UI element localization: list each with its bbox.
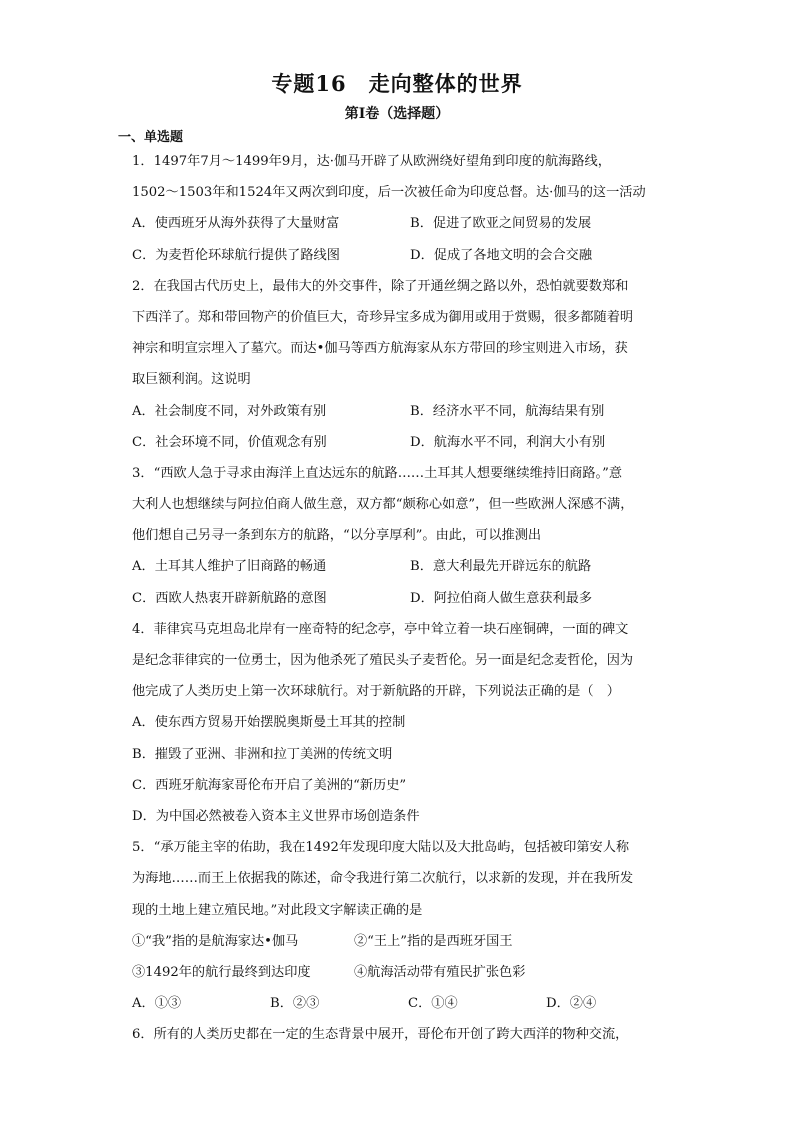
question-1-options-row bbox=[132, 208, 672, 239]
option-c[interactable]: C．西欧人热衷开辟新航路的意图 bbox=[132, 590, 327, 606]
question-2-stem-line: 2．在我国古代历史上，最伟大的外交事件，除了开通丝绸之路以外，恐怕就要数郑和 bbox=[132, 278, 629, 294]
question-3-options-row bbox=[132, 583, 672, 614]
question-4-stem-line: 4．菲律宾马克坦岛北岸有一座奇特的纪念亭，亭中耸立着一块石座铜碑，一面的碑文 bbox=[132, 621, 629, 637]
question-1-stem-line: 1．1497年7月～1499年9月，达·伽马开辟了从欧洲绕好望角到印度的航海路线， bbox=[132, 154, 611, 169]
question-3 bbox=[132, 458, 672, 614]
question-5-stem-line: 为海地……而王上依据我的陈述，命令我进行第二次航行，以求新的发现，并在我所发 bbox=[132, 871, 634, 887]
question-6 bbox=[132, 1019, 672, 1050]
question-list bbox=[132, 146, 672, 1050]
question-1-stem-line: 1502～1503年和1524年又两次到印度，后一次被任命为印度总督。达·伽马的这一活动 bbox=[132, 185, 646, 201]
question-5-statements-row bbox=[132, 957, 672, 988]
question-5-statements-row bbox=[132, 926, 672, 957]
option-c[interactable]: C．为麦哲伦环球航行提供了路线图 bbox=[132, 247, 340, 263]
option-c[interactable]: C．西班牙航海家哥伦布开启了美洲的“新历史” bbox=[132, 777, 407, 793]
option-a[interactable]: A．使西班牙从海外获得了大量财富 bbox=[132, 216, 340, 232]
question-3-stem-line: 大利人也想继续与阿拉伯商人做生意，双方都“颇称心如意”，但一些欧洲人深感不满， bbox=[132, 497, 634, 513]
question-2-stem-line: 神宗和明宣宗埋入了墓穴。而达•伽马等西方航海家从东方带回的珍宝则进入市场，获 bbox=[132, 341, 628, 357]
question-4 bbox=[132, 614, 672, 832]
statement-2: ②“王上”指的是西班牙国王 bbox=[354, 933, 513, 949]
option-a[interactable]: A．土耳其人维护了旧商路的畅通 bbox=[132, 559, 327, 575]
section-heading: 一、单选题 bbox=[118, 130, 184, 145]
option-b[interactable]: B．促进了欧亚之间贸易的发展 bbox=[410, 216, 592, 232]
question-5-stem-line: 现的土地上建立殖民地。”对此段文字解读正确的是 bbox=[132, 902, 423, 918]
statement-1: ①“我”指的是航海家达•伽马 bbox=[132, 933, 299, 949]
option-b[interactable]: B．摧毁了亚洲、非洲和拉丁美洲的传统文明 bbox=[132, 746, 393, 762]
question-5-options-row bbox=[132, 988, 672, 1019]
question-4-stem-line: 他完成了人类历史上第一次环球航行。对于新航路的开辟，下列说法正确的是（ ） bbox=[132, 684, 620, 700]
question-1-options-row bbox=[132, 240, 672, 271]
page-title: 专题16 走向整体的世界 bbox=[271, 71, 523, 96]
option-a[interactable]: A．社会制度不同，对外政策有别 bbox=[132, 403, 327, 419]
question-2-stem-line: 取巨额利润。这说明 bbox=[132, 372, 251, 388]
statement-3: ③1492年的航行最终到达印度 bbox=[132, 964, 311, 980]
question-3-stem-line: 3．“西欧人急于寻求由海洋上直达远东的航路……土耳其人想要继续维持旧商路。”意 bbox=[132, 465, 623, 481]
question-5 bbox=[132, 832, 672, 1019]
question-3-options-row bbox=[132, 551, 672, 582]
question-1 bbox=[132, 146, 672, 271]
question-2-options-row bbox=[132, 427, 672, 458]
question-2-stem-line: 下西洋了。郑和带回物产的价值巨大，奇珍异宝多成为御用或用于赏赐，很多都随着明 bbox=[132, 309, 634, 325]
option-b[interactable]: B．意大利最先开辟远东的航路 bbox=[410, 559, 592, 575]
question-4-stem-line: 是纪念菲律宾的一位勇士，因为他杀死了殖民头子麦哲伦。另一面是纪念麦哲伦，因为 bbox=[132, 653, 634, 668]
option-c[interactable]: C．社会环境不同，价值观念有别 bbox=[132, 434, 327, 450]
question-6-stem-line: 6．所有的人类历史都在一定的生态背景中展开，哥伦布开创了跨大西洋的物种交流， bbox=[132, 1027, 629, 1043]
option-d[interactable]: D．阿拉伯商人做生意获利最多 bbox=[410, 590, 593, 606]
option-d[interactable]: D．②④ bbox=[546, 996, 597, 1012]
option-c[interactable]: C．①④ bbox=[408, 996, 458, 1012]
option-b[interactable]: B．经济水平不同，航海结果有别 bbox=[410, 403, 605, 419]
option-d[interactable]: D．促成了各地文明的会合交融 bbox=[410, 247, 593, 263]
question-2 bbox=[132, 271, 672, 458]
question-3-stem-line: 他们想自己另寻一条到东方的航路，“以分享厚利”。由此，可以推测出 bbox=[132, 528, 542, 544]
option-d[interactable]: D．为中国必然被卷入资本主义世界市场创造条件 bbox=[132, 808, 420, 824]
option-d[interactable]: D．航海水平不同，利润大小有别 bbox=[410, 434, 606, 450]
option-b[interactable]: B．②③ bbox=[270, 996, 320, 1012]
statement-4: ④航海活动带有殖民扩张色彩 bbox=[354, 964, 526, 980]
option-a[interactable]: A．使东西方贸易开始摆脱奥斯曼土耳其的控制 bbox=[132, 715, 406, 731]
question-2-options-row bbox=[132, 396, 672, 427]
question-5-stem-line: 5．“承万能主宰的佑助，我在1492年发现印度大陆以及大批岛屿，包括被印第安人称 bbox=[132, 840, 630, 856]
volume-subtitle: 第I卷（选择题） bbox=[344, 106, 450, 122]
option-a[interactable]: A．①③ bbox=[132, 996, 182, 1012]
